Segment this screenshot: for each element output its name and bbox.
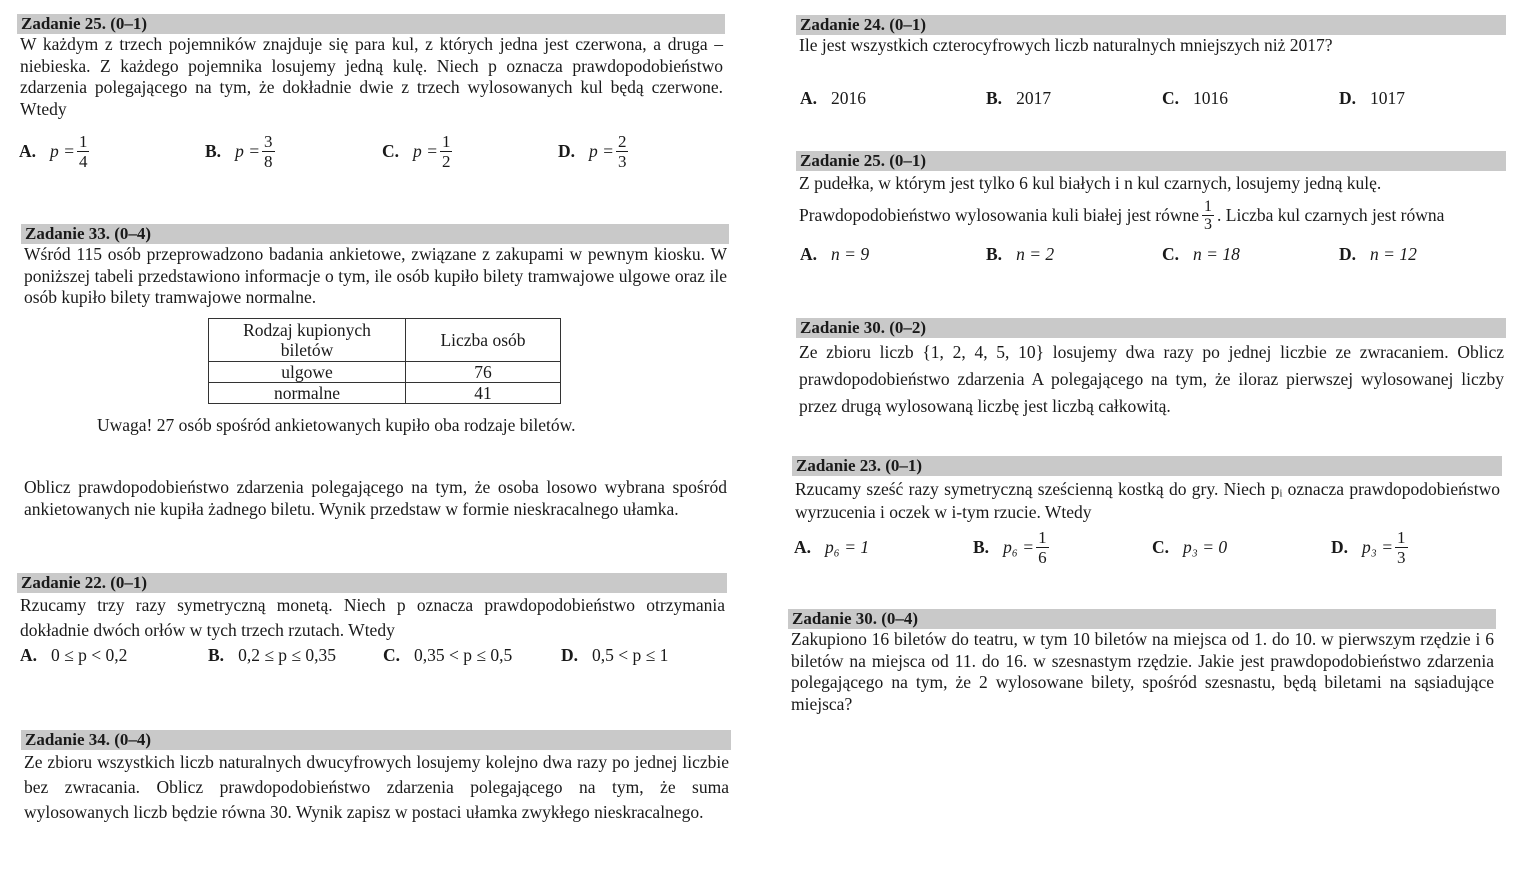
task-33 xyxy=(21,224,729,309)
task-header: Zadanie 33. (0–4) xyxy=(21,224,729,244)
answer-c[interactable]: C. 0,35 < p ≤ 0,5 xyxy=(383,644,513,665)
task-text: Ze zbioru liczb {1, 2, 4, 5, 10} losujemy dwa razy po jednej liczbie ze zwracaniem. Oblicz prawdopodobieństwo zdarzenia A polegającego na tym, że iloraz pierwszej wylosowanej liczby przez drugą wylosowaną liczbę jest liczbą całkowitą. xyxy=(799,342,1504,416)
task-text: Rzucamy trzy razy symetryczną monetą. Niech p oznacza prawdopodobieństwo otrzymania dokładnie dwóch orłów w tych trzech rzutach. Wtedy xyxy=(20,595,725,640)
table-note: Uwaga! 27 osób spośród ankietowanych kupiło oba rodzaje biletów. xyxy=(97,415,576,435)
task-header: Zadanie 30. (0–2) xyxy=(796,318,1506,338)
fraction: $\frac{1}{6}$ xyxy=(1038,527,1047,567)
table-header-cell: Rodzaj kupionych biletów xyxy=(209,319,406,362)
task-30-a xyxy=(796,318,1506,420)
answer-options xyxy=(796,87,1506,111)
task-header: Zadanie 24. (0–1) xyxy=(796,15,1506,35)
task-header: Zadanie 34. (0–4) xyxy=(21,730,731,750)
answer-options xyxy=(796,243,1506,267)
answer-c[interactable]: C. p = $\frac{1}{2}$ xyxy=(382,131,451,171)
task-text: Ze zbioru wszystkich liczb naturalnych dwucyfrowych losujemy kolejno dwa razy po jednej liczbie bez zwracania. Oblicz prawdopodobieństwo zdarzenia polegającego na tym, że suma wylosowanych liczb będzie równa 30. Wynik zapisz w postaci ułamka zwykłego nieskracalnego. xyxy=(24,752,729,822)
task-header: Zadanie 23. (0–1) xyxy=(792,456,1502,476)
answer-b[interactable]: B. p₆ = $\frac{1}{6}$ xyxy=(973,527,1047,567)
task-text-line2: Prawdopodobieństwo wylosowania kuli białej jest równe $\frac{1}{3}$ . Liczba kul czarnych jest równa xyxy=(799,198,1445,233)
task-header: Zadanie 30. (0–4) xyxy=(788,609,1496,629)
task-text: Wśród 115 osób przeprowadzono badania ankietowe, związane z zakupami w pewnym kiosku. W poniższej tabeli przedstawiono informacje o tym, ile osób kupiło bilety tramwajowe ulgowe oraz ile osób kupiło bilety tramwajowe normalne. xyxy=(24,244,727,307)
task-23 xyxy=(792,456,1502,570)
task-header: Zadanie 22. (0–1) xyxy=(17,573,727,593)
task-header: Zadanie 25. (0–1) xyxy=(17,14,725,34)
table-header-cell: Liczba osób xyxy=(406,319,561,362)
answer-b[interactable]: B. 0,2 ≤ p ≤ 0,35 xyxy=(208,644,337,665)
fraction: $\frac{1}{3}$ xyxy=(1397,527,1406,567)
task-25-right xyxy=(796,151,1506,267)
table-cell: ulgowe xyxy=(209,362,406,383)
table-cell: 76 xyxy=(406,362,561,383)
task-24 xyxy=(796,15,1506,111)
answer-c[interactable]: C. 1016 xyxy=(1162,88,1229,108)
answer-options xyxy=(17,128,725,174)
answer-d[interactable]: D. n = 12 xyxy=(1339,244,1417,264)
fraction: $\frac{2}{3}$ xyxy=(617,131,627,171)
answer-d[interactable]: D. p₃ = $\frac{1}{3}$ xyxy=(1331,527,1406,567)
answer-options xyxy=(17,643,727,667)
answer-a[interactable]: A. p = $\frac{1}{4}$ xyxy=(19,131,88,171)
task-34 xyxy=(21,730,731,825)
tickets-table xyxy=(208,318,561,404)
answer-c[interactable]: C. p₃ = 0 xyxy=(1152,536,1228,557)
answer-d[interactable]: D. 0,5 < p ≤ 1 xyxy=(561,644,669,665)
task-25-left xyxy=(17,14,725,174)
answer-b[interactable]: B. 2017 xyxy=(986,88,1052,108)
table-header-row xyxy=(209,319,561,362)
table-row xyxy=(209,383,561,404)
fraction: $\frac{3}{8}$ xyxy=(264,131,273,171)
task-text: W każdym z trzech pojemników znajduje się para kul, z których jedna jest czerwona, a druga – niebieska. Z każdego pojemnika losujemy jedną kulę. Niech p oznacza prawdopodobieństwo zdarzenia polegającego na tym, że dokładnie dwie z trzech wylosowanych kul będą czerwone. Wtedy xyxy=(20,34,723,119)
answer-a[interactable]: A. p₆ = 1 xyxy=(794,536,870,557)
table-cell: normalne xyxy=(209,383,406,404)
answer-a[interactable]: A. n = 9 xyxy=(800,244,870,264)
fraction: $\frac{1}{4}$ xyxy=(78,131,88,171)
answer-options xyxy=(792,524,1502,570)
task-30-b xyxy=(788,609,1496,715)
fraction: $\frac{1}{2}$ xyxy=(441,131,451,171)
answer-c[interactable]: C. n = 18 xyxy=(1162,244,1240,264)
answer-a[interactable]: A. 0 ≤ p < 0,2 xyxy=(20,644,128,665)
task-33-question xyxy=(21,477,729,520)
table-row xyxy=(209,362,561,383)
answer-b[interactable]: B. p = $\frac{3}{8}$ xyxy=(205,131,273,171)
answer-b[interactable]: B. n = 2 xyxy=(986,244,1055,264)
task-text: Rzucamy sześć razy symetryczną sześcienną kostką do gry. Niech pᵢ oznacza prawdopodobieństwo wyrzucenia i oczek w i-tym rzucie. Wtedy xyxy=(795,479,1500,522)
task-text: Ile jest wszystkich czterocyfrowych liczb naturalnych mniejszych niż 2017? xyxy=(799,35,1333,55)
fraction: $\frac{1}{3}$ xyxy=(1204,198,1213,233)
answer-a[interactable]: A. 2016 xyxy=(800,88,867,108)
task-text: Oblicz prawdopodobieństwo zdarzenia polegającego na tym, że osoba losowo wybrana spośród ankietowanych nie kupiła żadnego biletu. Wynik przedstaw w formie nieskracalnego ułamka. xyxy=(24,477,727,519)
task-text: Z pudełka, w którym jest tylko 6 kul białych i n kul czarnych, losujemy jedną kulę. xyxy=(799,173,1382,193)
task-header: Zadanie 25. (0–1) xyxy=(796,151,1506,171)
task-22 xyxy=(17,573,727,667)
table-cell: 41 xyxy=(406,383,561,404)
answer-d[interactable]: D. p = $\frac{2}{3}$ xyxy=(558,131,627,171)
answer-d[interactable]: D. 1017 xyxy=(1339,88,1406,108)
task-text: Zakupiono 16 biletów do teatru, w tym 10 biletów na miejsca od 1. do 10. w pierwszym rzędzie i 6 biletów na miejsca od 11. do 16. w szesnastym rzędzie. Jakie jest prawdopodobieństwo zdarzenia polegającego na tym, że 2 wylosowane bilety, spośród szesnastu, będą biletami na sąsiadujące miejsca? xyxy=(791,629,1494,714)
